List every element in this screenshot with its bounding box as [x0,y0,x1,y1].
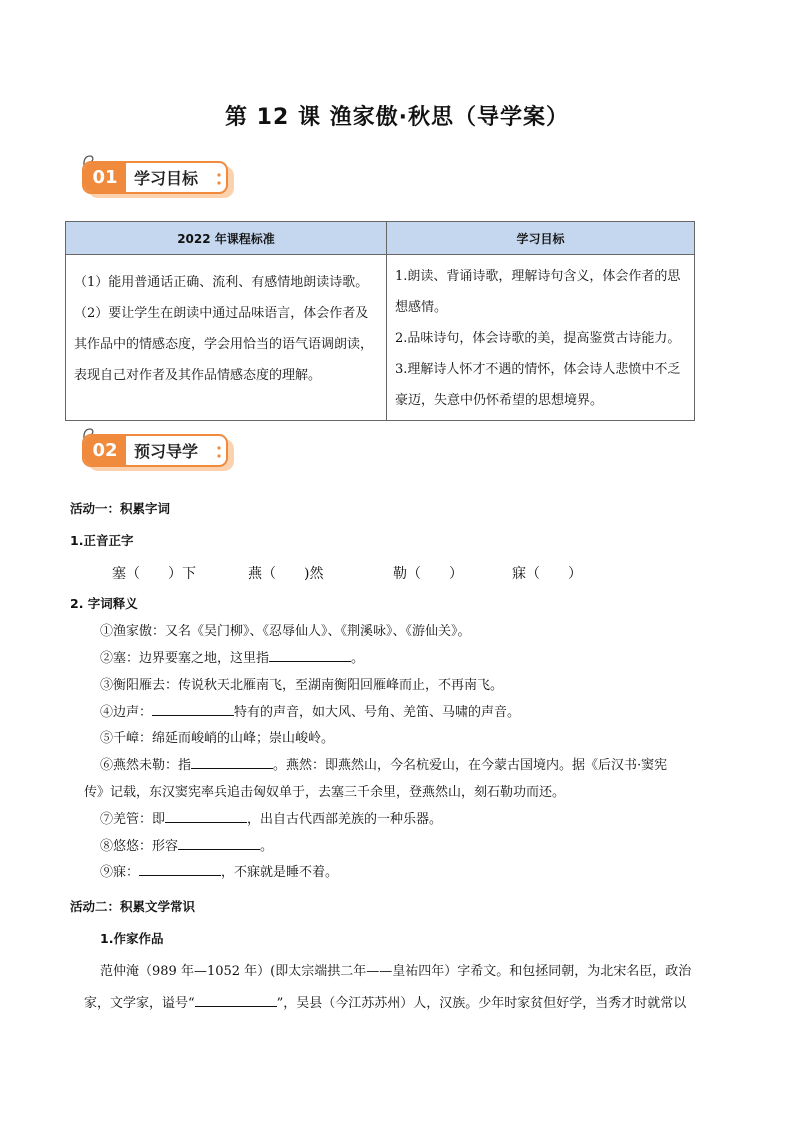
pinyin-item: 燕（ )然 [248,566,324,582]
objectives-cell [387,255,695,421]
goals-table [65,221,695,421]
answer-blank[interactable] [178,837,260,850]
dots-decoration-icon [216,173,222,185]
answer-blank[interactable] [191,756,273,769]
objective-item: 2.品味诗句，体会诗歌的美，提高鉴赏古诗能力。 [395,331,681,346]
pinyin-item: 寐（ ） [512,566,582,582]
standard-item: （2）要让学生在朗读中通过品味语言，体会作者及其作品中的情感态度，学会用恰当的语气语调朗读，表现自己对作者及其作品情感态度的理解。 [74,306,374,383]
author-paragraph-line: 家，文学家，谥号“ ”，吴县（今江苏苏州）人，汉族。少年时家贫但好学，当秀才时就常以 [84,996,687,1011]
activity1-heading: 活动一：积累字词 [70,501,171,516]
section-badge-preview [80,425,240,485]
entry-line: ②塞：边界要塞之地，这里指 。 [100,651,365,666]
section-number: 01 [84,163,126,192]
entry-line: ④边声： 特有的声音，如大风、号角、羌笛、马啸的声音。 [100,705,521,720]
answer-blank[interactable] [152,703,234,716]
pinyin-item: 勒（ ） [393,566,463,582]
table-header-standard: 2022 年课程标准 [66,222,387,255]
entry-line: ⑤千嶂：绵延而峻峭的山峰；崇山峻岭。 [100,731,335,746]
entry-line: ⑨寐： ，不寐就是睡不着。 [100,865,339,880]
objective-item: 1.朗读、背诵诗歌，理解诗句含义，体会作者的思想感情。 [395,269,681,315]
standard-cell [66,255,387,421]
pinyin-item: 塞（ ）下 [112,566,196,582]
table-header-objectives: 学习目标 [387,222,695,255]
answer-blank[interactable] [139,863,221,876]
entry-line: ①渔家傲：又名《吴门柳》、《忍辱仙人》、《荆溪咏》、《游仙关》。 [100,624,471,639]
entry-line: ③衡阳雁去：传说秋天北雁南飞，至湖南衡阳回雁峰而止，不再南飞。 [100,678,504,693]
q1-heading: 1.正音正字 [70,533,134,548]
answer-blank[interactable] [165,810,247,823]
section-number: 02 [84,436,126,465]
answer-blank[interactable] [269,649,351,662]
section-label: 学习目标 [134,169,199,188]
answer-blank[interactable] [195,994,277,1007]
author-subheading: 1.作家作品 [100,931,164,946]
entry-line: ⑦羌管：即 ，出自古代西部羌族的一种乐器。 [100,812,443,827]
standard-item: （1）能用普通话正确、流利、有感情地朗读诗歌。 [74,275,369,290]
objective-item: 3.理解诗人怀才不遇的情怀，体会诗人悲愤中不乏豪迈，失意中仍怀希望的思想境界。 [395,362,681,408]
entry-line: ⑧悠悠：形容 。 [100,839,274,854]
entry-line: ⑥燕然未勒：指 。燕然：即燕然山，今名杭爱山，在今蒙古国境内。据《后汉书·窦宪 [100,758,668,773]
entry-line: 传》记载，东汉窦宪率兵追击匈奴单于，去塞三千余里，登燕然山，刻石勒功而还。 [84,785,566,800]
page-title: 第 12 课 渔家傲·秋思（导学案） [225,105,569,130]
author-paragraph-line: 范仲淹（989 年—1052 年）(即太宗端拱二年——皇祐四年）字希文。和包拯同朝，为北宋名臣，政治 [100,964,692,979]
q2-heading: 2. 字词释义 [70,596,138,611]
activity2-heading: 活动二：积累文学常识 [70,899,196,914]
dots-decoration-icon [216,446,222,458]
section-label: 预习导学 [134,442,199,461]
section-badge-goals [80,152,240,212]
